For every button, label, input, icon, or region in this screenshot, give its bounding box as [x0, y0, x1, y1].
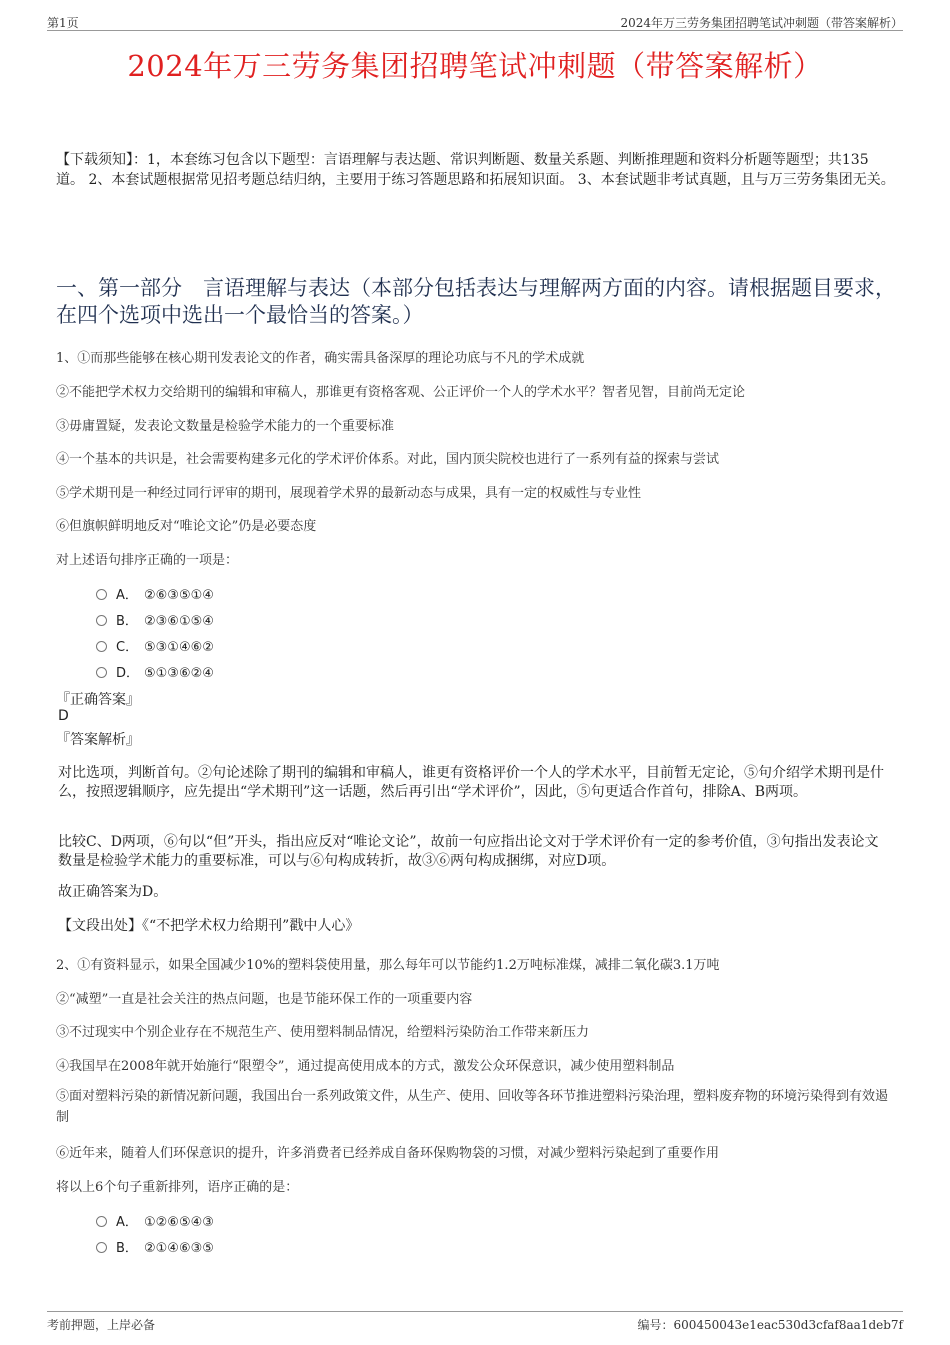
analysis-conclusion: 故正确答案为D。 [58, 884, 168, 900]
answer-label: 『正确答案』 [56, 692, 140, 708]
analysis-paragraph-2: 比较C、D两项，⑥句以“但”开头，指出应反对“唯论文论”，故前一句应指出论文对于学术评价有一定的参考价值，③句指出发表论文数量是检验学术能力的重要标准，可以与⑥句构成转折，故③⑥两句构成捆绑，对应D项。 [58, 834, 879, 869]
footer-slogan: 考前押题，上岸必备 [47, 1318, 156, 1332]
download-notice: 【下载须知】：1，本套练习包含以下题型：言语理解与表达题、常识判断题、数量关系题、判断推理题和资料分析题等题型；共135道。 2、本套试题根据常见招考题总结归纳，主要用于练习答题思路和拓展知识面。 3、本套试题非考试真题，且与万三劳务集团无关。 [56, 152, 895, 188]
radio-icon[interactable] [96, 641, 107, 652]
footer-serial: 编号：600450043e1eac530d3cfaf8aa1deb7f [637, 1318, 903, 1332]
radio-icon[interactable] [96, 1242, 107, 1253]
q1-option-b[interactable]: B． ②③⑥①⑤④ [96, 610, 214, 629]
q1-line-3: ③毋庸置疑，发表论文数量是检验学术能力的一个重要标准 [56, 419, 395, 434]
q2-line-6: ⑥近年来，随着人们环保意识的提升，许多消费者已经养成自备环保购物袋的习惯，对减少塑料污染起到了重要作用 [56, 1146, 720, 1161]
radio-icon[interactable] [96, 615, 107, 626]
q2-line-1: 2、①有资料显示，如果全国减少10%的塑料袋使用量，那么每年可以节能约1.2万吨标准煤，减排二氧化碳3.1万吨 [56, 958, 720, 973]
page-footer [47, 1311, 903, 1334]
q1-option-a[interactable]: A． ②⑥③⑤①④ [96, 584, 214, 603]
q2-option-b[interactable]: B． ②①④⑥③⑤ [96, 1237, 214, 1256]
page-number: 第1页 [47, 16, 79, 30]
q1-line-6: ⑥但旗帜鲜明地反对“唯论文论”仍是必要态度 [56, 519, 317, 534]
q1-option-c[interactable]: C． ⑤③①④⑥② [96, 636, 214, 655]
q1-line-5: ⑤学术期刊是一种经过同行评审的期刊，展现着学术界的最新动态与成果，具有一定的权威性与专业性 [56, 486, 642, 501]
q2-prompt: 将以上6个句子重新排列，语序正确的是： [56, 1180, 299, 1195]
radio-icon[interactable] [96, 1216, 107, 1227]
page-header [47, 12, 903, 31]
analysis-paragraph-1: 对比选项，判断首句。②句论述除了期刊的编辑和审稿人，谁更有资格评价一个人的学术水平，目前暂无定论，⑤句介绍学术期刊是什么，按照逻辑顺序，应先提出“学术期刊”这一话题，然后再引出“学术评价”，因此，⑤句更适合作首句，排除A、B两项。 [58, 765, 884, 800]
q2-line-5: ⑤面对塑料污染的新情况新问题，我国出台一系列政策文件，从生产、使用、回收等各环节推进塑料污染治理，塑料废弃物的环境污染得到有效遏制 [56, 1089, 889, 1125]
q1-option-d[interactable]: D． ⑤①③⑥②④ [96, 662, 214, 681]
q2-option-a[interactable]: A． ①②⑥⑤④③ [96, 1211, 214, 1230]
answer-value: D [58, 708, 69, 724]
q2-line-2: ②“减塑”一直是社会关注的热点问题，也是节能环保工作的一项重要内容 [56, 992, 473, 1007]
analysis-label: 『答案解析』 [56, 732, 140, 748]
q1-line-2: ②不能把学术权力交给期刊的编辑和审稿人，那谁更有资格客观、公正评价一个人的学术水平？智者见智，目前尚无定论 [56, 385, 746, 400]
radio-icon[interactable] [96, 589, 107, 600]
q2-line-3: ③不过现实中个别企业存在不规范生产、使用塑料制品情况，给塑料污染防治工作带来新压力 [56, 1025, 590, 1040]
q1-prompt: 对上述语句排序正确的一项是： [56, 553, 239, 568]
header-doc-title: 2024年万三劳务集团招聘笔试冲刺题（带答案解析） [620, 16, 903, 30]
source-citation: 【文段出处】《“不把学术权力给期刊”戳中人心》 [58, 918, 360, 934]
section-heading: 一、第一部分 言语理解与表达（本部分包括表达与理解两方面的内容。请根据题目要求，在四个选项中选出一个最恰当的答案。） [56, 276, 896, 327]
q2-line-4: ④我国早在2008年就开始施行“限塑令”，通过提高使用成本的方式，激发公众环保意识，减少使用塑料制品 [56, 1059, 675, 1074]
radio-icon[interactable] [96, 667, 107, 678]
q1-line-1: 1、①而那些能够在核心期刊发表论文的作者，确实需具备深厚的理论功底与不凡的学术成就 [56, 351, 585, 366]
q1-line-4: ④一个基本的共识是，社会需要构建多元化的学术评价体系。对此，国内顶尖院校也进行了一系列有益的探索与尝试 [56, 452, 720, 467]
page-title: 2024年万三劳务集团招聘笔试冲刺题（带答案解析） [127, 49, 823, 83]
